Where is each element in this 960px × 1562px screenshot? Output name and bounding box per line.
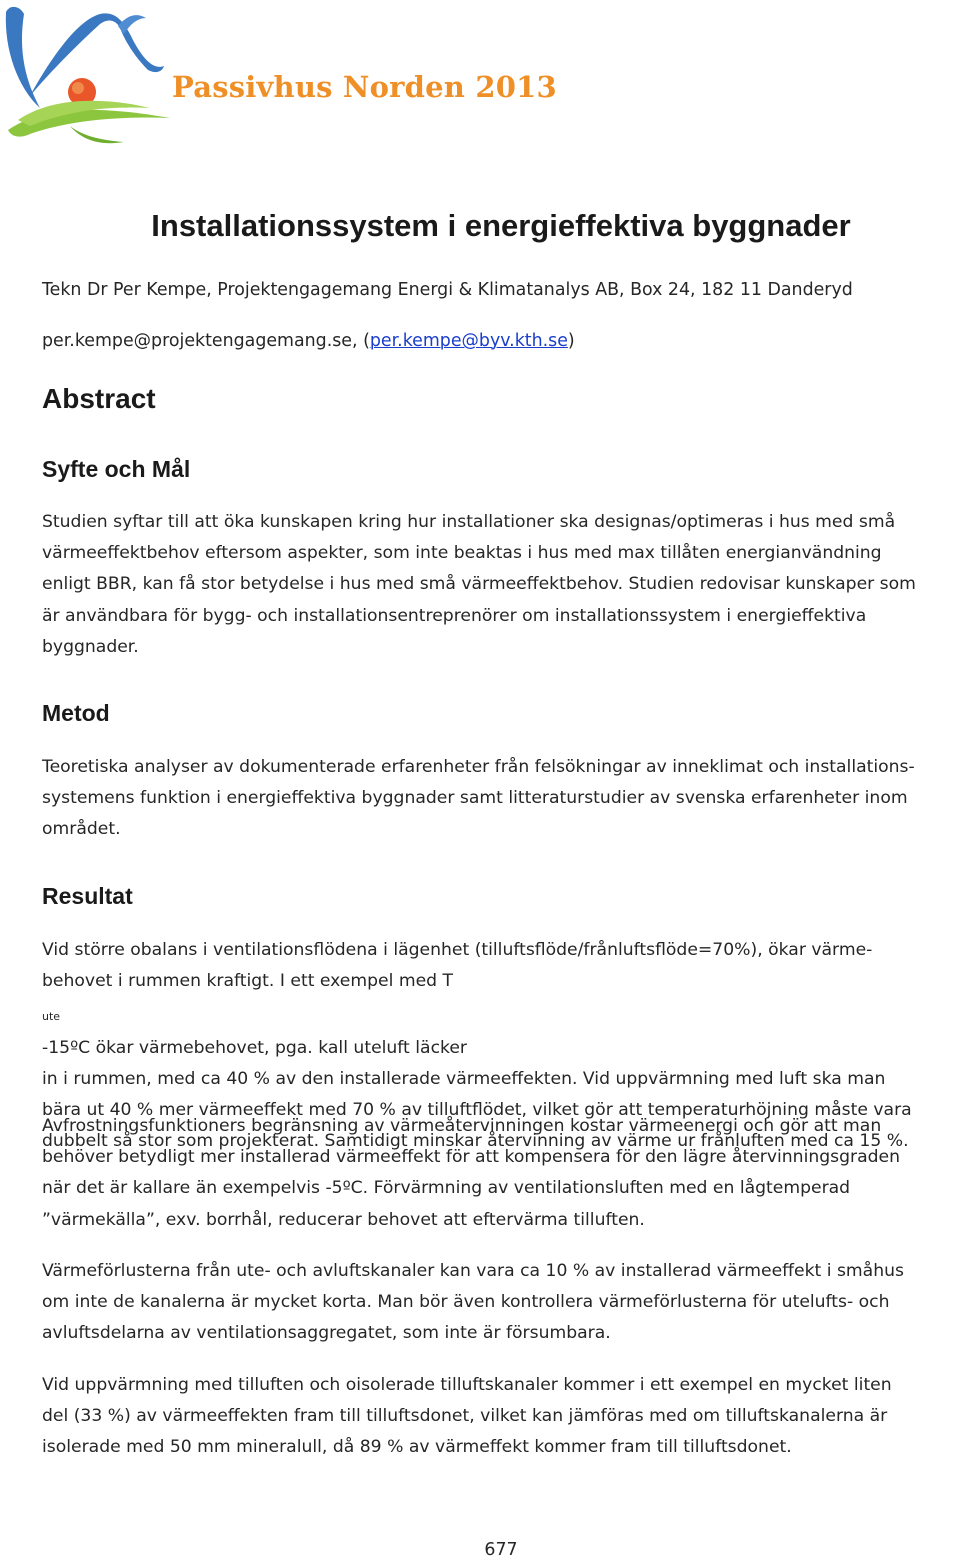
resultat-heading: Resultat xyxy=(42,883,133,909)
metod-paragraph xyxy=(42,752,960,846)
text-line: området. xyxy=(42,819,121,840)
text-fragment: -15ºC ökar värmebehovet, pga. kall uteluft läcker xyxy=(42,1037,467,1058)
text-line: in i rummen, med ca 40 % av den installerade värmeeffekten. Vid uppvärmning med luft ska man xyxy=(42,1068,886,1089)
paper-title: Installationssystem i energieffektiva byggnader xyxy=(151,208,851,243)
text-line: Studien syftar till att öka kunskapen kring hur installationer ska designas/optimeras i hus med små xyxy=(42,512,896,532)
text-line: när det är kallare än exempelvis -5ºC. Förvärmning av ventilationsluften med en lågtemperad xyxy=(42,1178,851,1199)
text-line: isolerade med 50 mm mineralull, då 89 % av värmeffekt kommer fram till tilluftsdonet. xyxy=(42,1437,792,1458)
text-line: Vid större obalans i ventilationsflödena i lägenhet (tilluftsflöde/frånluftsflöde=70%), ökar värme- xyxy=(42,940,873,960)
resultat-paragraph-4 xyxy=(42,1370,960,1464)
text-line: ”värmekälla”, exv. borrhål, reducerar behovet att eftervärma tilluften. xyxy=(42,1209,645,1230)
page-number: 677 xyxy=(484,1540,518,1560)
email-close-paren: ) xyxy=(567,331,575,351)
passivhus-logo xyxy=(0,0,180,150)
text-line: Avfrostningsfunktioners begränsning av värmeåtervinningen kostar värmeenergi och gör att man xyxy=(42,1116,882,1136)
text-line: värmeeffektbehov eftersom aspekter, som inte beaktas i hus med max tillåten energianvändning xyxy=(42,543,882,564)
resultat-paragraph-3 xyxy=(42,1256,960,1350)
text-line: är användbara för bygg- och installationsentreprenörer om installationssystem i energieffektiva xyxy=(42,605,867,626)
syfte-heading: Syfte och Mål xyxy=(42,456,191,482)
author-affiliation: Tekn Dr Per Kempe, Projektengagemang Energi & Klimatanalys AB, Box 24, 182 11 Danderyd xyxy=(42,280,853,300)
email-open-paren: ( xyxy=(357,331,370,351)
text-line: behöver betydligt mer installerad värmeeffekt för att kompensera för den lägre återvinningsgraden xyxy=(42,1147,900,1168)
text-line: enligt BBR, kan få stor betydelse i hus med små värmeeffektbehov. Studien redovisar kunskaper som xyxy=(42,574,916,595)
text-line: Värmeförlusterna från ute- och avluftskanaler kan vara ca 10 % av installerad värmeeffekt i småhus xyxy=(42,1261,904,1281)
resultat-paragraph-2 xyxy=(42,1111,960,1236)
text-line: Teoretiska analyser av dokumenterade erfarenheter från felsökningar av inneklimat och installations- xyxy=(42,757,915,777)
metod-heading: Metod xyxy=(42,700,110,726)
abstract-heading: Abstract xyxy=(42,383,156,414)
text-line xyxy=(42,966,960,1064)
text-line: Vid uppvärmning med tilluften och oisolerade tilluftskanaler kommer i ett exempel en mycket liten xyxy=(42,1375,892,1395)
email-line xyxy=(42,331,575,351)
text-fragment: behovet i rummen kraftigt. I ett exempel med T xyxy=(42,971,454,992)
text-line: byggnader. xyxy=(42,636,139,657)
email-primary: per.kempe@projektengagemang.se, xyxy=(42,331,358,351)
text-line: avluftsdelarna av ventilationsaggregatet, som inte är försumbara. xyxy=(42,1323,611,1344)
subscript-ute: ute xyxy=(42,1010,61,1024)
text-line: del (33 %) av värmeeffekten fram till tilluftsdonet, vilket kan jämföras med om tilluftskanalerna är xyxy=(42,1406,888,1427)
text-line: om inte de kanalerna är mycket korta. Man bör även kontrollera värmeförlusterna för utelufts- och xyxy=(42,1292,890,1313)
text-line: dubbelt så stor som projekterat. Samtidigt minskar återvinning av värme ur frånluften med ca 15 %. xyxy=(42,1131,909,1152)
email-link[interactable]: per.kempe@byv.kth.se xyxy=(369,331,568,351)
text-line: bära ut 40 % mer värmeeffekt med 70 % av tilluftflödet, vilket gör att temperaturhöjning måste vara xyxy=(42,1100,912,1121)
syfte-paragraph xyxy=(42,507,960,663)
conference-name: Passivhus Norden 2013 xyxy=(172,70,557,104)
text-line: systemens funktion i energieffektiva byggnader samt litteraturstudier av svenska erfarenheter inom xyxy=(42,788,908,809)
